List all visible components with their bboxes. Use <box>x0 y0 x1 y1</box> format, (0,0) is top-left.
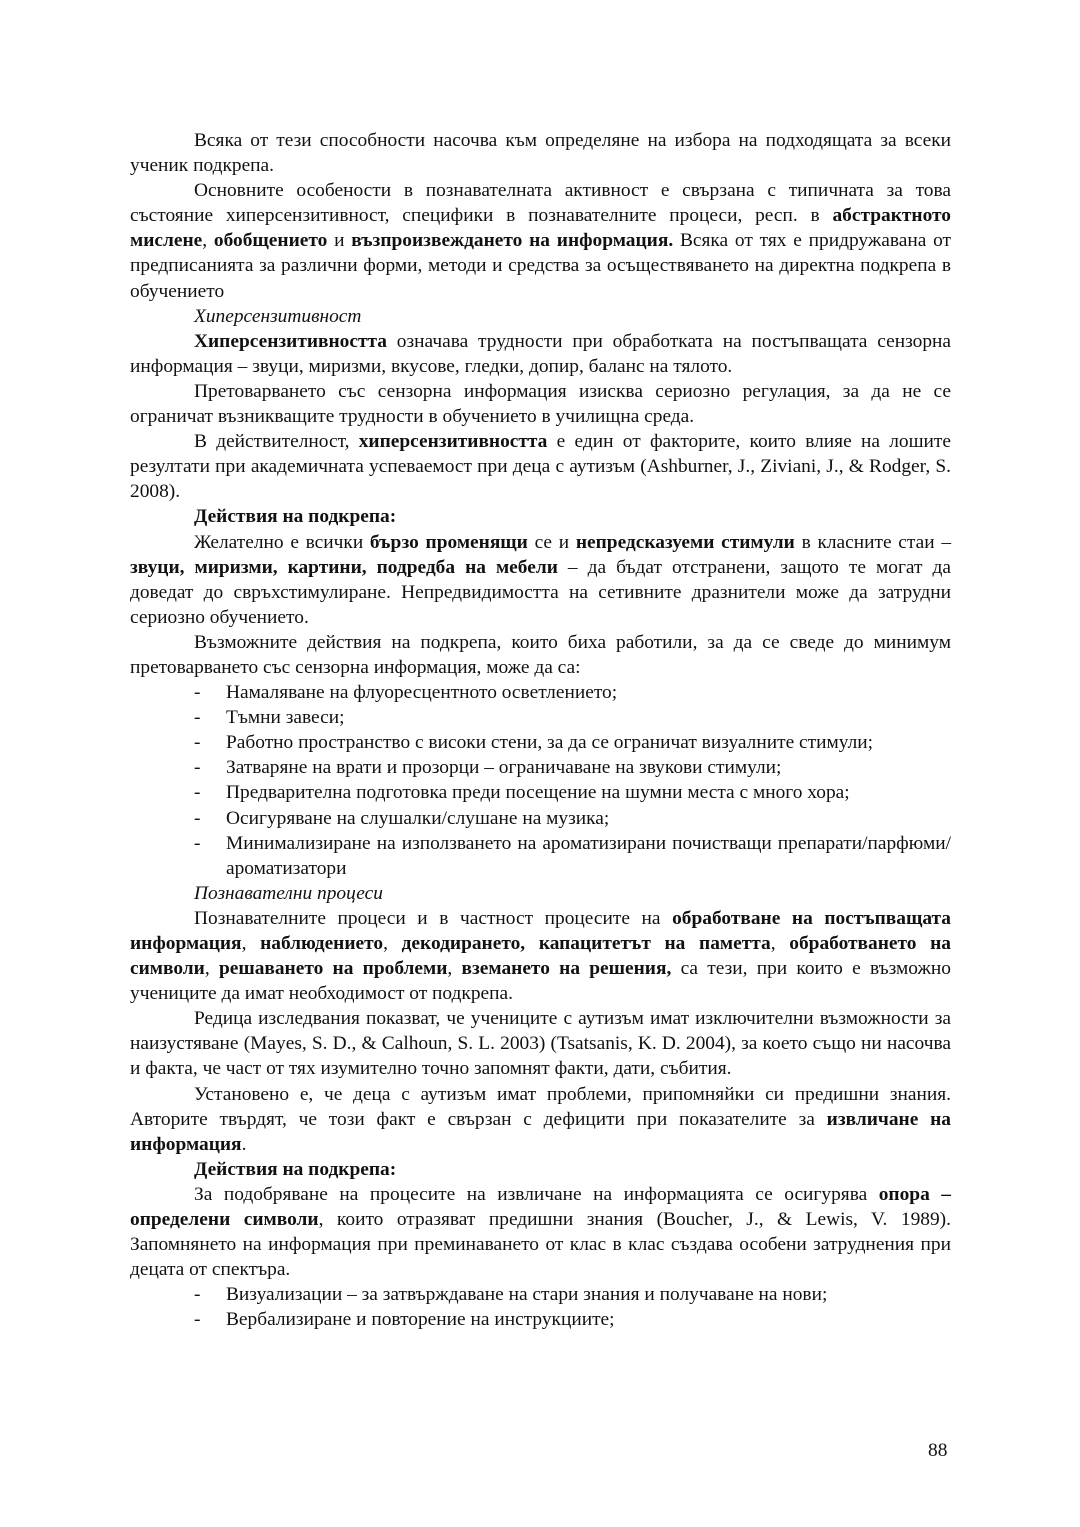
text-run: , <box>770 933 790 954</box>
bold-term: хиперсензитивността <box>358 431 548 453</box>
paragraph-6 <box>130 530 951 630</box>
subheading-cognitive-processes: Познавателни процеси <box>194 882 383 904</box>
text-run: Установено е, че деца с аутизъм имат проблеми, припомняйки си предишни знания. Авторите твърдят, че този факт е свързан с дефицити при показателите за <box>130 1083 951 1130</box>
bold-term: бързо променящи <box>369 531 528 553</box>
bold-term: наблюдението <box>260 933 384 954</box>
text-run: За подобряване на процесите на извличане на информацията се осигурява <box>194 1183 879 1205</box>
list-item <box>130 806 951 831</box>
subheading-support-actions-2: Действия на подкрепа: <box>194 1158 397 1180</box>
list-item <box>130 1282 951 1307</box>
bold-term: непредсказуеми стимули <box>575 531 795 553</box>
paragraph-1: Всяка от тези способности насочва към определяне на избора на подходящата за всеки ученик подкрепа. <box>130 130 951 177</box>
list-item <box>130 1307 951 1332</box>
text-run: , <box>202 230 214 252</box>
text-run: са тези, при които е възможно учениците да имат необходимост от подкрепа. <box>130 958 951 1005</box>
text-run: и <box>327 230 352 252</box>
dash-bullet: - <box>194 807 201 829</box>
dash-bullet: - <box>194 832 201 854</box>
list-item-text: Вербализиране и повторение на инструкциите; <box>226 1309 615 1331</box>
support-list-2 <box>130 1282 951 1332</box>
dash-bullet: - <box>194 757 201 779</box>
text-run: означава трудности при обработката на постъпващата сензорна информация – звуци, миризми, вкусове, гледки, допир, баланс на тялото. <box>130 330 951 377</box>
dash-bullet: - <box>194 732 201 754</box>
bold-term: обобщението <box>213 230 328 252</box>
dash-bullet: - <box>194 682 201 704</box>
text-run: Всяка от тях е придружавана от предписанията за различни форми, методи и средства за осъществяването на директна подкрепа в обучението <box>130 230 952 302</box>
text-run: , които отразяват предишни знания (Boucher, J., & Lewis, V. 1989). Запомнянето на информация при преминаването от клас в клас създава особени затруднения при децата от спектъра. <box>130 1209 951 1281</box>
paragraph-5 <box>130 429 951 504</box>
list-item-text: Тъмни завеси; <box>226 707 345 729</box>
text-run: Желателно е всички <box>194 531 370 553</box>
bold-term: звуци, миризми, картини, подредба на мебели <box>130 556 558 578</box>
dash-bullet: - <box>194 782 201 804</box>
bold-term: декодирането, капацитетът на паметта <box>401 933 771 954</box>
bold-term: извличане на информация <box>130 1108 951 1155</box>
text-run: , <box>204 958 219 980</box>
text-run: Познавателните процеси и в частност процесите на <box>194 907 673 929</box>
list-item-text: Осигуряване на слушалки/слушане на музика; <box>226 807 610 829</box>
text-run: , <box>447 958 462 980</box>
text-run: се и <box>527 531 576 553</box>
text-run: , <box>383 933 402 954</box>
list-item <box>130 705 951 730</box>
bold-term: обработване на постъпващата информация <box>130 907 951 954</box>
text-run: в класните стаи – <box>794 531 952 553</box>
bold-term: вземането на решения, <box>461 958 672 980</box>
dash-bullet: - <box>194 1284 201 1306</box>
paragraph-9: Редица изследвания показват, че учениците с аутизъм имат изключителни възможности за наизустяване (Mayes, S. D., & Calhoun, S. L. 2003) (Tsatsanis, K. D. 2004), за което също ни насочва и факта, че част от тях изумително точно запомнят факти, дати, събития. <box>130 1008 951 1080</box>
page-number: 88 <box>928 1440 948 1461</box>
list-item-text: Минимализиране на използването на ароматизирани почистващи препарати/парфюми/ароматизатори <box>226 832 951 879</box>
paragraph-11 <box>130 1182 951 1282</box>
bold-term: опора – определени символи <box>130 1183 951 1231</box>
document-page <box>130 128 951 1333</box>
list-item <box>130 680 951 705</box>
list-item <box>130 831 951 881</box>
paragraph-8 <box>130 906 951 1006</box>
bold-term: решаването на проблеми <box>218 958 448 980</box>
list-item <box>130 755 951 780</box>
bold-term: Хиперсензитивността <box>194 330 387 352</box>
text-run: – да бъдат отстранени, защото те могат да доведат до свръхстимулиране. Непредвидимостта на сетивните дразнители може да затрудни сериозно обучението. <box>130 556 951 628</box>
paragraph-7: Възможните действия на подкрепа, които биха работили, за да се сведе до минимум претоварването със сензорна информация, може да са: <box>130 631 951 678</box>
text-run: В действителност, <box>194 431 359 453</box>
paragraph-2 <box>130 178 951 303</box>
list-item <box>130 780 951 805</box>
list-item-text: Намаляване на флуоресцентното осветлението; <box>226 682 618 704</box>
list-item-text: Работно пространство с високи стени, за да се ограничат визуалните стимули; <box>226 732 874 754</box>
subheading-support-actions-1: Действия на подкрепа: <box>194 506 397 528</box>
dash-bullet: - <box>194 707 201 729</box>
support-list-1 <box>130 680 951 881</box>
subheading-hypersensitivity: Хиперсензитивност <box>194 305 362 327</box>
paragraph-3 <box>130 329 951 379</box>
paragraph-4: Претоварването със сензорна информация изисква сериозно регулация, за да не се ограничат възникващите трудности в обучението в училищна среда. <box>130 380 951 428</box>
text-run: е един от факторите, които влияе на лошите резултати при академичната успеваемост при деца с аутизъм (Ashburner, J., Ziviani, J., & Rodger, S. 2008). <box>130 431 951 503</box>
list-item <box>130 730 951 755</box>
text-run: . <box>241 1133 247 1155</box>
bold-term: абстрактното мислене <box>130 205 951 252</box>
bold-term: обработването на символи <box>130 933 951 980</box>
text-run: , <box>241 933 261 954</box>
dash-bullet: - <box>194 1309 201 1331</box>
bold-term: възпроизвеждането на информация. <box>351 230 674 252</box>
list-item-text: Предварителна подготовка преди посещение на шумни места с много хора; <box>226 782 850 804</box>
list-item-text: Затваряне на врати и прозорци – ограничаване на звукови стимули; <box>226 757 782 779</box>
list-item-text: Визуализации – за затвърждаване на стари знания и получаване на нови; <box>226 1284 828 1306</box>
paragraph-10 <box>130 1082 951 1157</box>
text-run: Основните особености в познавателната активност е свързана с типичната за това състояние хиперсензитивност, специфики в познавателните процеси, респ. в <box>130 180 951 227</box>
